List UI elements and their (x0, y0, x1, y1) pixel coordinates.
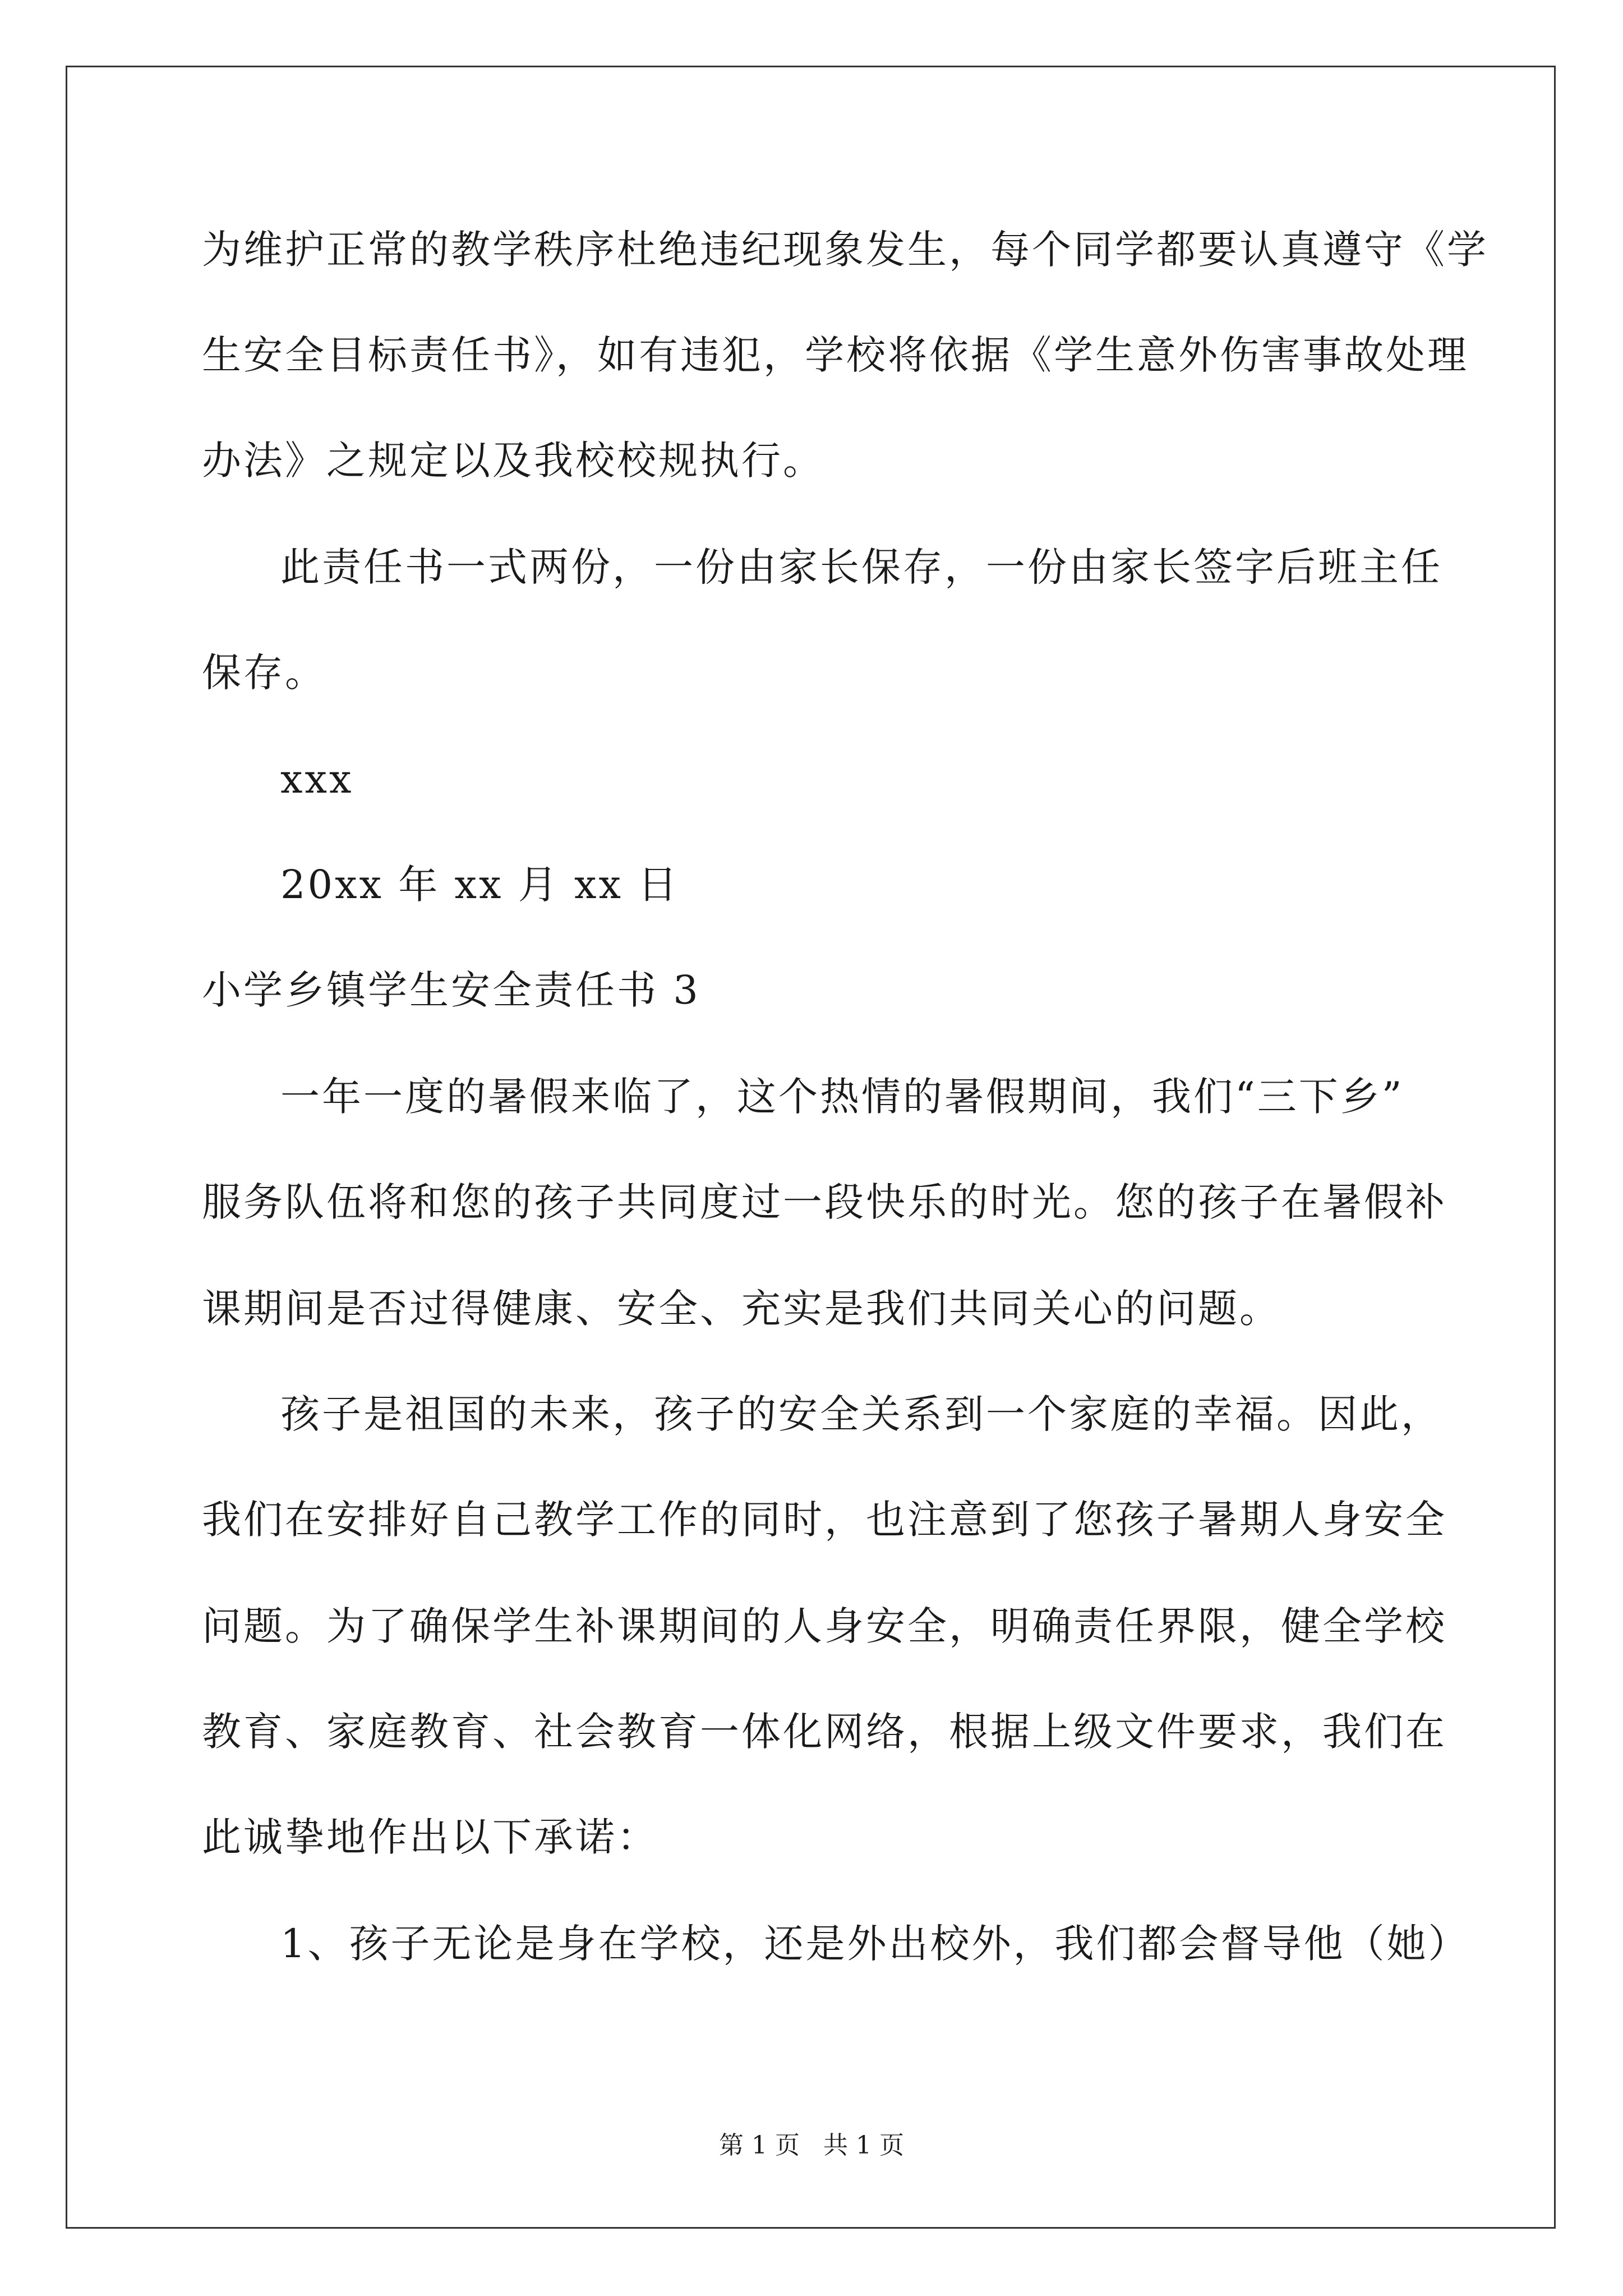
section-heading: 小学乡镇学生安全责任书 3 (202, 967, 700, 1013)
text-line: 生安全目标责任书》，如有违犯，学校将依据《学生意外伤害事故处理 (202, 332, 1469, 378)
page-border (66, 66, 1556, 2229)
text-line: 服务队伍将和您的孩子共同度过一段快乐的时光。您的孩子在暑假补 (202, 1179, 1447, 1225)
page-number: 第 1 页 (719, 2131, 800, 2160)
text-line: 办法》之规定以及我校校规执行。 (202, 438, 824, 484)
text-line: 为维护正常的教学秩序杜绝违纪现象发生，每个同学都要认真遵守《学 (202, 227, 1488, 273)
text-line: 1、孩子无论是身在学校，还是外出校外，我们都会督导他（她） (280, 1921, 1470, 1967)
text-line: 一年一度的暑假来临了，这个热情的暑假期间，我们“三下乡” (280, 1074, 1404, 1120)
signature-date: 20xx 年 xx 月 xx 日 (280, 862, 680, 908)
text-line: 我们在安排好自己教学工作的同时，也注意到了您孩子暑期人身安全 (202, 1497, 1447, 1543)
text-line: 孩子是祖国的未来，孩子的安全关系到一个家庭的幸福。因此， (280, 1391, 1442, 1437)
text-line: 教育、家庭教育、社会教育一体化网络，根据上级文件要求，我们在 (202, 1709, 1447, 1755)
text-line: 问题。为了确保学生补课期间的人身安全，明确责任界限，健全学校 (202, 1603, 1447, 1649)
text-line: 课期间是否过得健康、安全、充实是我们共同关心的问题。 (202, 1286, 1281, 1332)
text-line: 此责任书一式两份，一份由家长保存，一份由家长签字后班主任 (280, 544, 1442, 590)
text-line: 保存。 (202, 650, 326, 696)
text-line: 此诚挚地作出以下承诺： (202, 1814, 658, 1860)
page-total: 共 1 页 (823, 2131, 904, 2160)
page-footer (0, 2129, 1623, 2162)
signature-name: xxx (280, 756, 354, 802)
